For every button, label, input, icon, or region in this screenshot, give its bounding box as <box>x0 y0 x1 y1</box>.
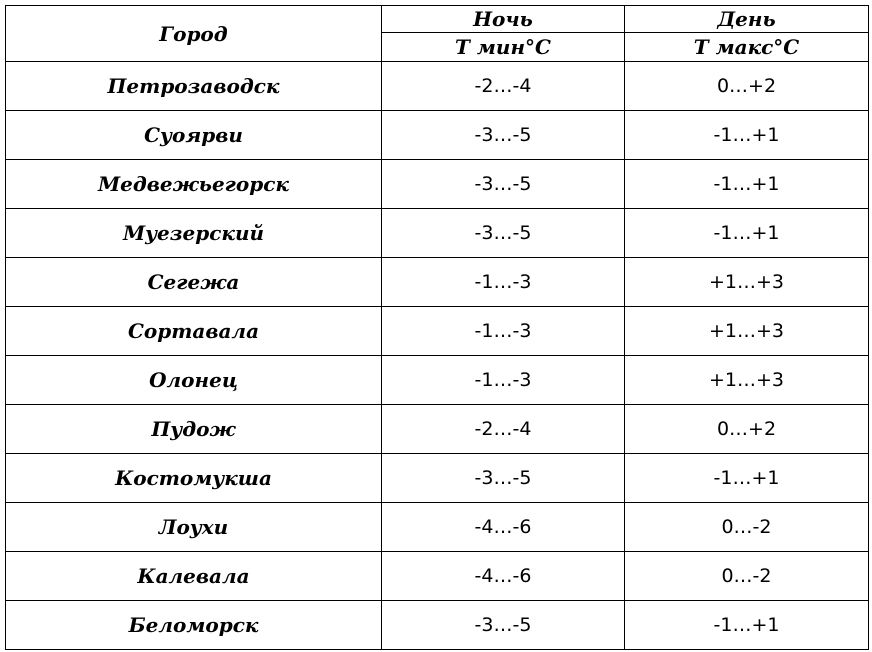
night-temp-cell: -2…-4 <box>382 62 625 111</box>
night-temp-cell: -3…-5 <box>382 454 625 503</box>
night-temp-cell: -4…-6 <box>382 552 625 601</box>
table-row <box>6 503 869 552</box>
weather-table <box>5 5 869 650</box>
night-temp-cell: -3…-5 <box>382 209 625 258</box>
night-temp-cell: -3…-5 <box>382 601 625 650</box>
table-row <box>6 209 869 258</box>
day-temp-cell: 0…-2 <box>625 552 869 601</box>
night-temp-cell: -3…-5 <box>382 111 625 160</box>
day-temp-cell: 0…+2 <box>625 62 869 111</box>
night-temp-cell: -4…-6 <box>382 503 625 552</box>
day-temp-cell: 0…-2 <box>625 503 869 552</box>
city-cell: Калевала <box>6 552 382 601</box>
day-temp-cell: -1…+1 <box>625 111 869 160</box>
night-temp-cell: -2…-4 <box>382 405 625 454</box>
table-row <box>6 62 869 111</box>
table-row <box>6 160 869 209</box>
header-city: Город <box>6 6 382 62</box>
day-temp-cell: -1…+1 <box>625 160 869 209</box>
city-cell: Суоярви <box>6 111 382 160</box>
table-row <box>6 258 869 307</box>
header-night-sub: Т мин°С <box>382 33 625 62</box>
night-temp-cell: -1…-3 <box>382 307 625 356</box>
table-row <box>6 454 869 503</box>
city-cell: Муезерский <box>6 209 382 258</box>
city-cell: Костомукша <box>6 454 382 503</box>
table-row <box>6 307 869 356</box>
day-temp-cell: +1…+3 <box>625 307 869 356</box>
table-row <box>6 405 869 454</box>
table-body <box>6 62 869 650</box>
header-day: День <box>625 6 869 33</box>
city-cell: Сегежа <box>6 258 382 307</box>
day-temp-cell: -1…+1 <box>625 454 869 503</box>
table-row <box>6 552 869 601</box>
city-cell: Беломорск <box>6 601 382 650</box>
day-temp-cell: -1…+1 <box>625 601 869 650</box>
city-cell: Петрозаводск <box>6 62 382 111</box>
header-row-top <box>6 6 869 33</box>
night-temp-cell: -1…-3 <box>382 356 625 405</box>
city-cell: Олонец <box>6 356 382 405</box>
day-temp-cell: +1…+3 <box>625 356 869 405</box>
day-temp-cell: -1…+1 <box>625 209 869 258</box>
city-cell: Сортавала <box>6 307 382 356</box>
header-night: Ночь <box>382 6 625 33</box>
night-temp-cell: -1…-3 <box>382 258 625 307</box>
header-day-sub: Т макс°С <box>625 33 869 62</box>
table-row <box>6 111 869 160</box>
table-header <box>6 6 869 62</box>
day-temp-cell: 0…+2 <box>625 405 869 454</box>
city-cell: Лоухи <box>6 503 382 552</box>
table-row <box>6 601 869 650</box>
city-cell: Медвежьегорск <box>6 160 382 209</box>
night-temp-cell: -3…-5 <box>382 160 625 209</box>
day-temp-cell: +1…+3 <box>625 258 869 307</box>
table-row <box>6 356 869 405</box>
city-cell: Пудож <box>6 405 382 454</box>
